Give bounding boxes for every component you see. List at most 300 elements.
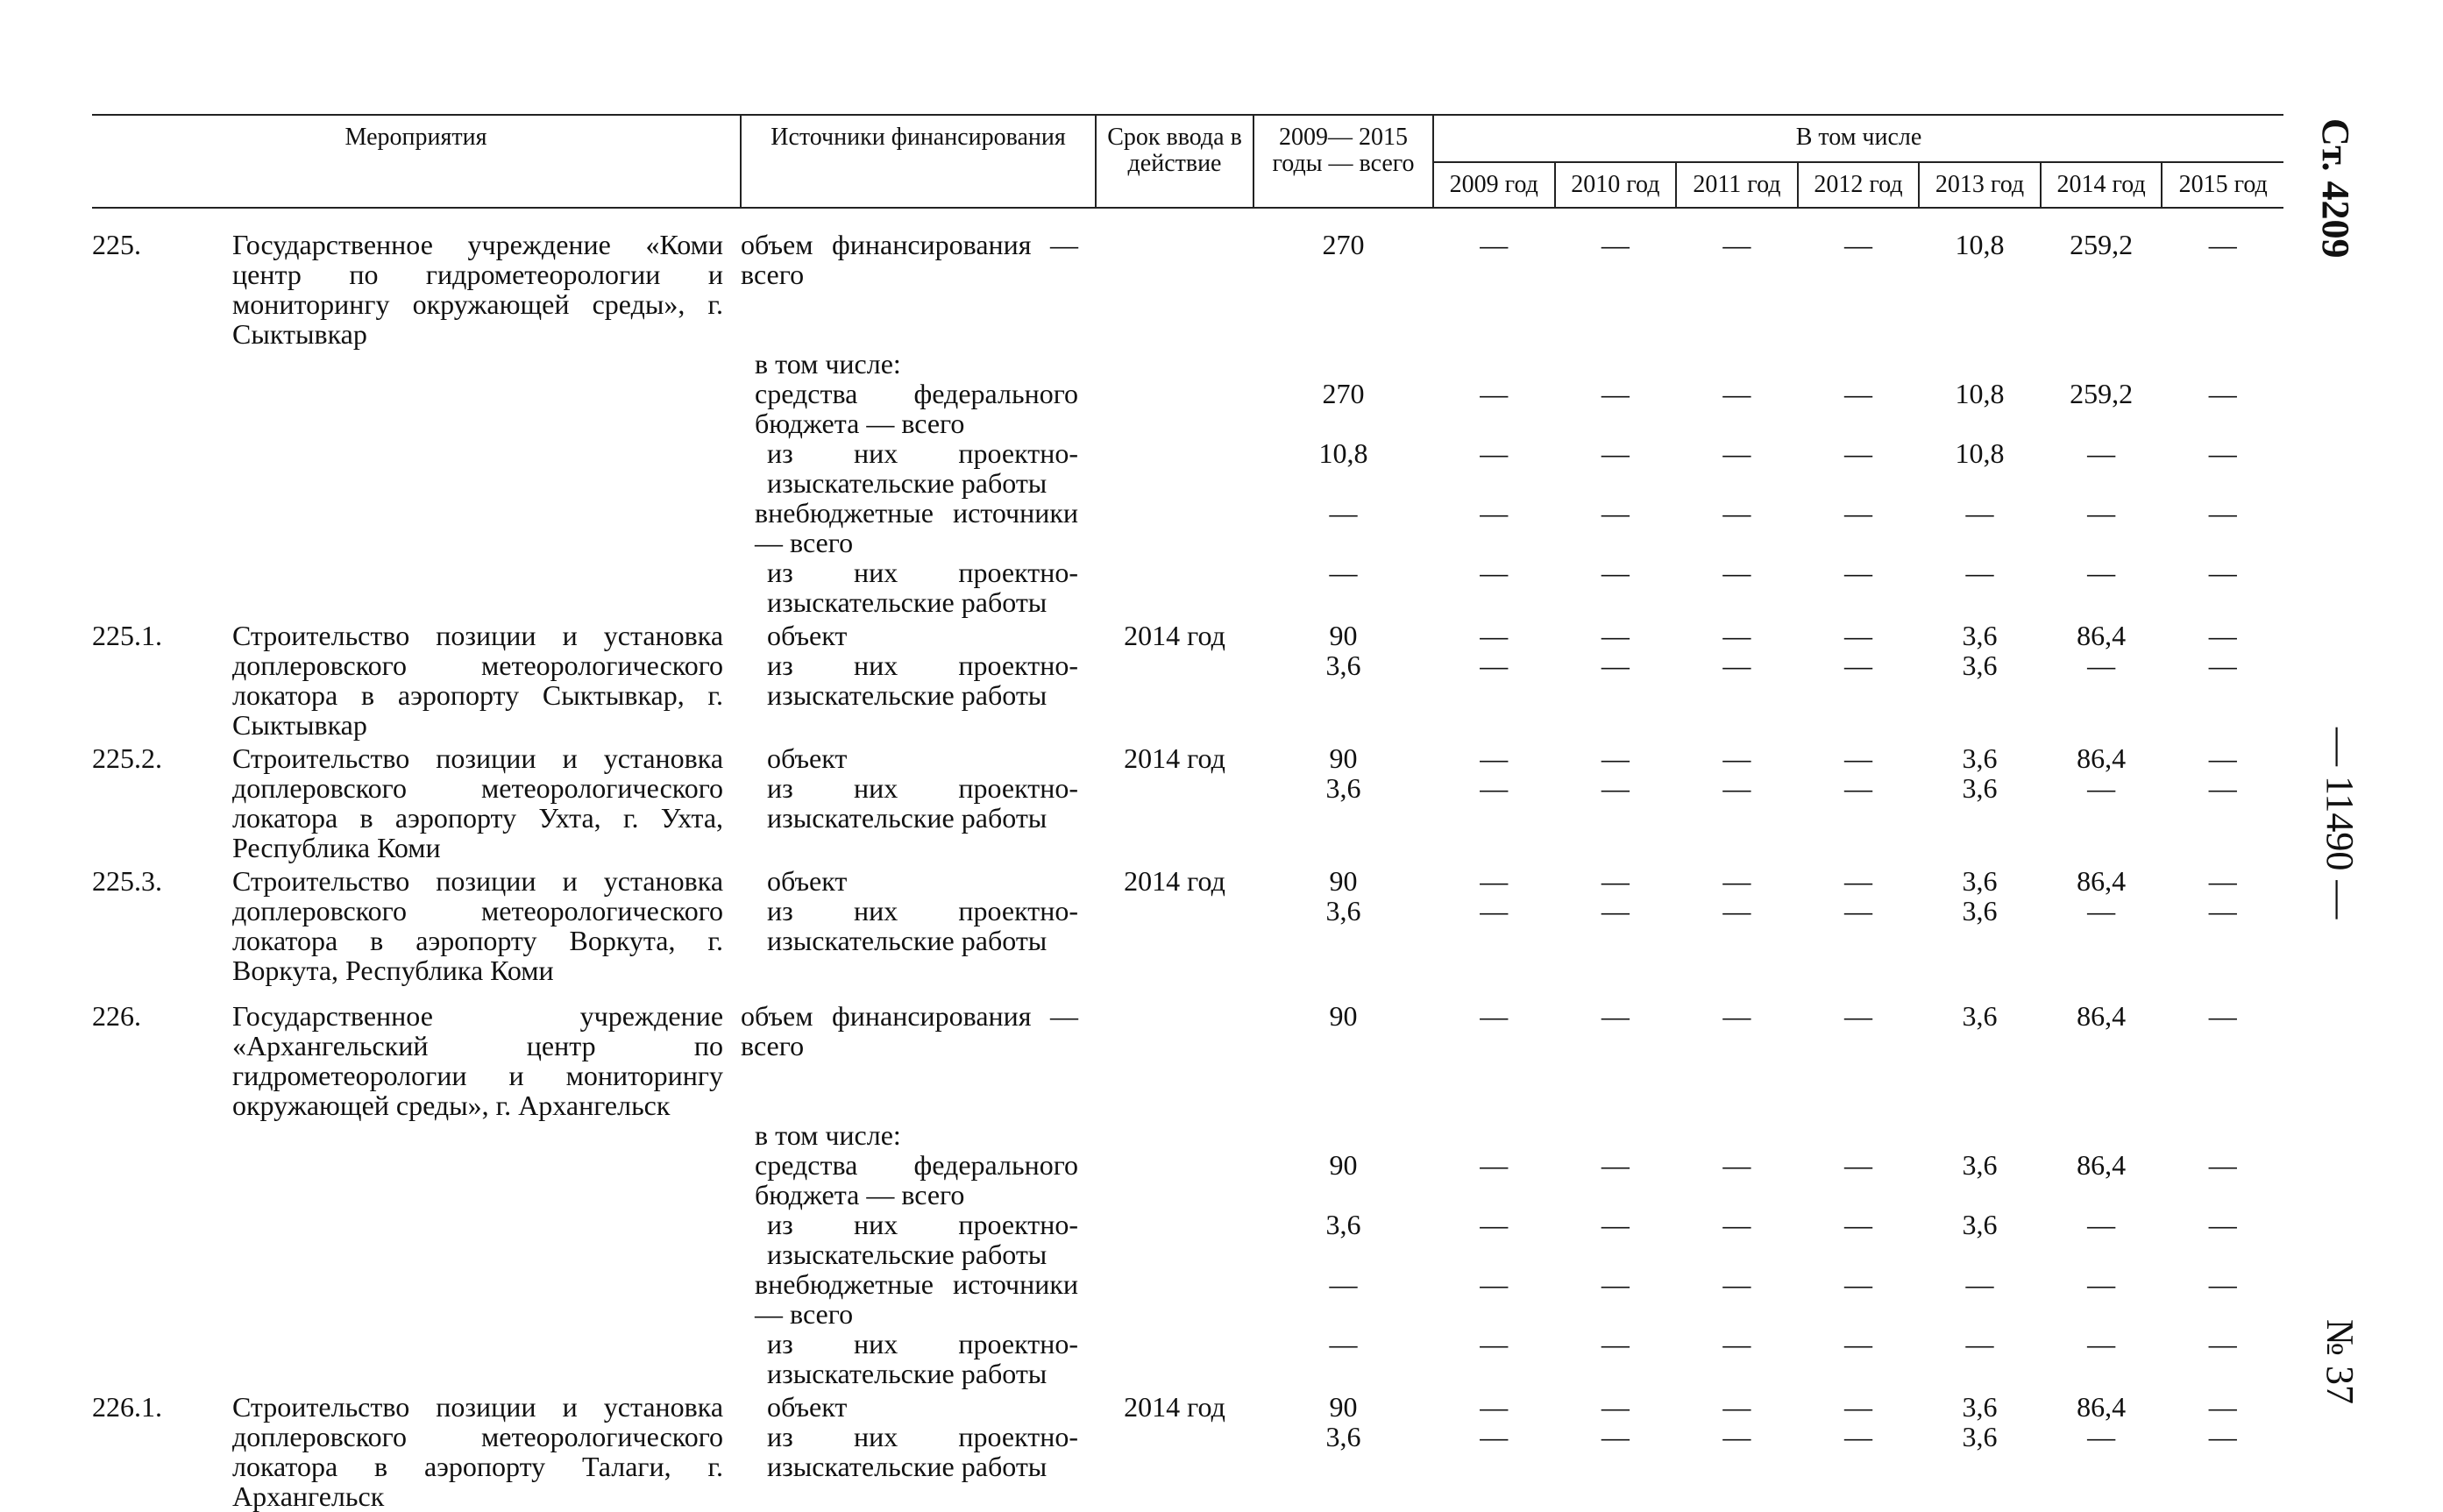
- year-value: —: [1480, 437, 1509, 469]
- year-value: —: [1480, 1328, 1509, 1359]
- year-value: —: [1965, 1268, 1994, 1300]
- year-value-sub: 3,6: [1962, 772, 1998, 804]
- year-value: —: [1722, 1000, 1751, 1032]
- year-cell: [2162, 740, 2283, 862]
- year-cell: [1798, 498, 1920, 557]
- year-value: —: [1601, 1268, 1630, 1300]
- year-value: —: [1480, 1149, 1509, 1181]
- year-value: —: [1843, 620, 1872, 651]
- commission-term: 2014 год: [1124, 620, 1225, 651]
- commission-term: 2014 год: [1124, 1391, 1225, 1423]
- term-cell: [1096, 617, 1253, 740]
- funding-source: объект: [767, 865, 848, 897]
- year-value: —: [1601, 378, 1630, 409]
- activity: [92, 230, 741, 349]
- year-cell: [1433, 1120, 1555, 1150]
- year-value: —: [1843, 1000, 1872, 1032]
- year-value: —: [1722, 1149, 1751, 1181]
- term-cell: [1096, 208, 1253, 349]
- year-cell: [2041, 1329, 2162, 1388]
- year-cell: [1919, 862, 2041, 985]
- year-cell: [1676, 862, 1798, 985]
- activity-cell: [92, 379, 741, 438]
- year-value: —: [2208, 1391, 2237, 1423]
- year-cell: [2162, 1329, 2283, 1388]
- item-number: 226.1.: [92, 1391, 162, 1423]
- funding-source: из них проектно-изыскательские работы: [767, 1209, 1079, 1270]
- funding-source: объем финансирования — всего: [741, 229, 1079, 290]
- year-cell: [2041, 1120, 2162, 1150]
- year-value: —: [1843, 1391, 1872, 1423]
- year-cell: [1676, 1210, 1798, 1269]
- year-value-sub: —: [1601, 772, 1630, 804]
- year-value: —: [1601, 1209, 1630, 1240]
- year-cell: [2041, 740, 2162, 862]
- activity-cell: [92, 1388, 741, 1511]
- year-cell: [1798, 438, 1920, 498]
- year-value: —: [1722, 1328, 1751, 1359]
- year-cell: [1676, 557, 1798, 617]
- year-cell: [1676, 379, 1798, 438]
- year-value: —: [1843, 557, 1872, 588]
- year-value: —: [1843, 1328, 1872, 1359]
- year-value-sub: —: [1722, 895, 1751, 926]
- year-cell: [1433, 1269, 1555, 1329]
- year-value: —: [1722, 1268, 1751, 1300]
- year-cell: [1555, 438, 1677, 498]
- table-row: [92, 1329, 2283, 1388]
- year-value: 86,4: [2077, 1391, 2127, 1423]
- activity-text: Государственное учреждение «Архангельский центр по гидрометеорологии и мониторингу окружающей среды», г. Архангельск: [232, 1000, 724, 1121]
- year-cell: [1798, 1210, 1920, 1269]
- year-cell: [1555, 498, 1677, 557]
- year-cell: [1555, 1150, 1677, 1210]
- total-cell: [1253, 617, 1433, 740]
- item-number: 226.: [92, 1000, 141, 1032]
- year-cell: [2041, 862, 2162, 985]
- year-cell: [1555, 1210, 1677, 1269]
- year-value-sub: —: [2208, 895, 2237, 926]
- funding-source: средства федерального бюджета — всего: [755, 1149, 1079, 1210]
- year-cell: [1798, 617, 1920, 740]
- year-cell: [1676, 1269, 1798, 1329]
- header-year: 2010 год: [1555, 162, 1677, 208]
- year-value: 86,4: [2077, 1149, 2127, 1181]
- activity: [92, 1392, 741, 1511]
- funding-source: из них проектно-изыскательские работы: [767, 437, 1079, 499]
- year-cell: [1919, 379, 2041, 438]
- year-value: 3,6: [1962, 620, 1998, 651]
- year-cell: [1798, 1388, 1920, 1511]
- total-cell: [1253, 557, 1433, 617]
- year-value: —: [1480, 557, 1509, 588]
- year-value: —: [1722, 437, 1751, 469]
- activity-cell: [92, 557, 741, 617]
- activity-text: Строительство позиции и установка доплеровского метеорологического локатора в аэропорту Сыктывкар, г. Сыктывкар: [232, 620, 724, 741]
- activity-cell: [92, 617, 741, 740]
- year-cell: [1798, 1269, 1920, 1329]
- page-number: — 11490 —: [2319, 728, 2361, 919]
- year-value: 10,8: [1955, 229, 2005, 260]
- term-cell: [1096, 379, 1253, 438]
- year-value: —: [2208, 378, 2237, 409]
- year-cell: [1919, 617, 2041, 740]
- activity: [92, 866, 741, 985]
- year-cell: [1798, 1120, 1920, 1150]
- source-cell: [741, 438, 1096, 498]
- year-cell: [2162, 862, 2283, 985]
- year-cell: [1919, 498, 2041, 557]
- year-cell: [1555, 349, 1677, 379]
- year-cell: [2041, 1210, 2162, 1269]
- year-value: —: [2208, 1000, 2237, 1032]
- activity-text: Строительство позиции и установка доплеровского метеорологического локатора в аэропорту Талаги, г. Архангельск: [232, 1391, 724, 1512]
- year-cell: [1676, 740, 1798, 862]
- table-row: [92, 1150, 2283, 1210]
- year-cell: [1433, 740, 1555, 862]
- total-cell: [1253, 1329, 1433, 1388]
- year-cell: [1919, 1329, 2041, 1388]
- year-value: —: [1601, 229, 1630, 260]
- year-cell: [2041, 617, 2162, 740]
- table-row: [92, 349, 2283, 379]
- table-row: [92, 498, 2283, 557]
- year-value: —: [1843, 1268, 1872, 1300]
- year-cell: [1676, 985, 1798, 1120]
- year-value: —: [1601, 742, 1630, 774]
- year-cell: [1433, 438, 1555, 498]
- activity-cell: [92, 208, 741, 349]
- activity-cell: [92, 349, 741, 379]
- year-cell: [2041, 379, 2162, 438]
- year-cell: [1555, 1269, 1677, 1329]
- year-cell: [1676, 438, 1798, 498]
- year-value: —: [2208, 865, 2237, 897]
- header-year: 2012 год: [1798, 162, 1920, 208]
- year-value: —: [1601, 1391, 1630, 1423]
- year-value: 259,2: [2070, 229, 2134, 260]
- funding-source: объект: [767, 620, 848, 651]
- total-cell: [1253, 349, 1433, 379]
- table-row: [92, 617, 2283, 740]
- total-value: —: [1329, 497, 1358, 529]
- activity-text: Государственное учреждение «Коми центр по гидрометеорологии и мониторингу окружающей среды», г. Сыктывкар: [232, 229, 724, 350]
- year-cell: [1798, 985, 1920, 1120]
- source-cell: [741, 208, 1096, 349]
- total-value: 3,6: [1325, 1209, 1361, 1240]
- year-cell: [1798, 557, 1920, 617]
- activity-cell: [92, 1120, 741, 1150]
- year-value-sub: —: [2208, 772, 2237, 804]
- year-value: —: [1965, 557, 1994, 588]
- total-value: 10,8: [1318, 437, 1368, 469]
- year-value: —: [2087, 1328, 2116, 1359]
- year-cell: [1798, 1329, 1920, 1388]
- term-cell: [1096, 1388, 1253, 1511]
- year-value: 259,2: [2070, 378, 2134, 409]
- year-value: 3,6: [1962, 742, 1998, 774]
- funding-source: объем финансирования — всего: [741, 1000, 1079, 1061]
- total-cell: [1253, 985, 1433, 1120]
- year-cell: [2041, 1150, 2162, 1210]
- year-cell: [1919, 438, 2041, 498]
- year-cell: [2162, 1210, 2283, 1269]
- table-row: [92, 379, 2283, 438]
- funding-source: средства федерального бюджета — всего: [755, 378, 1079, 439]
- year-value: —: [1722, 1209, 1751, 1240]
- term-cell: [1096, 862, 1253, 985]
- year-value-sub: —: [2087, 650, 2116, 681]
- year-cell: [1433, 1329, 1555, 1388]
- term-cell: [1096, 985, 1253, 1120]
- year-value: —: [1480, 497, 1509, 529]
- year-value: —: [1722, 1391, 1751, 1423]
- table-row: [92, 557, 2283, 617]
- activity: [92, 621, 741, 740]
- table-row: [92, 1210, 2283, 1269]
- term-cell: [1096, 740, 1253, 862]
- year-value: 86,4: [2077, 1000, 2127, 1032]
- funding-source: внебюджетные источники — всего: [755, 1268, 1079, 1330]
- year-cell: [2162, 557, 2283, 617]
- header-sources: Источники финансирования: [741, 115, 1096, 208]
- term-cell: [1096, 349, 1253, 379]
- year-value-sub: 3,6: [1962, 1421, 1998, 1452]
- year-cell: [2162, 617, 2283, 740]
- year-value: —: [1722, 378, 1751, 409]
- table-row: [92, 1269, 2283, 1329]
- header-year: 2011 год: [1676, 162, 1798, 208]
- header-term: Срок ввода в действие: [1096, 115, 1253, 208]
- table-row: [92, 740, 2283, 862]
- header-year: 2013 год: [1919, 162, 2041, 208]
- funding-source-sub: из них проектно-изыскательские работы: [767, 895, 1079, 956]
- year-cell: [1433, 379, 1555, 438]
- year-cell: [1676, 498, 1798, 557]
- year-cell: [1676, 617, 1798, 740]
- year-value: 3,6: [1962, 1149, 1998, 1181]
- year-cell: [1433, 557, 1555, 617]
- funding-source-sub: из них проектно-изыскательские работы: [767, 1421, 1079, 1482]
- funding-source-sub: из них проектно-изыскательские работы: [767, 650, 1079, 711]
- year-value: —: [1965, 1328, 1994, 1359]
- year-value: —: [2208, 742, 2237, 774]
- year-value: 3,6: [1962, 1000, 1998, 1032]
- source-cell: [741, 379, 1096, 438]
- year-cell: [1919, 740, 2041, 862]
- activity-cell: [92, 438, 741, 498]
- year-cell: [2041, 557, 2162, 617]
- year-cell: [1676, 1388, 1798, 1511]
- year-cell: [2041, 349, 2162, 379]
- source-cell: [741, 1329, 1096, 1388]
- year-value: —: [1480, 620, 1509, 651]
- year-value-sub: —: [1480, 895, 1509, 926]
- total-value: 90: [1329, 620, 1358, 651]
- year-cell: [1919, 1120, 2041, 1150]
- year-cell: [2162, 1120, 2283, 1150]
- item-number: 225.1.: [92, 620, 162, 651]
- year-cell: [2041, 1388, 2162, 1511]
- term-cell: [1096, 1210, 1253, 1269]
- term-cell: [1096, 1329, 1253, 1388]
- total-cell: [1253, 208, 1433, 349]
- table-header: [92, 115, 2283, 208]
- commission-term: 2014 год: [1124, 865, 1225, 897]
- year-cell: [1798, 208, 1920, 349]
- term-cell: [1096, 557, 1253, 617]
- year-cell: [2041, 208, 2162, 349]
- year-cell: [1919, 1150, 2041, 1210]
- source-cell: [741, 617, 1096, 740]
- year-value-sub: —: [1480, 1421, 1509, 1452]
- year-cell: [2041, 438, 2162, 498]
- total-cell: [1253, 1388, 1433, 1511]
- year-value-sub: —: [2087, 895, 2116, 926]
- header-total: 2009— 2015 годы — всего: [1253, 115, 1433, 208]
- activity-cell: [92, 985, 741, 1120]
- year-value: —: [2208, 229, 2237, 260]
- year-value: —: [2087, 1268, 2116, 1300]
- year-cell: [1555, 985, 1677, 1120]
- total-value-sub: 3,6: [1325, 895, 1361, 926]
- term-cell: [1096, 1120, 1253, 1150]
- total-cell: [1253, 1269, 1433, 1329]
- year-cell: [1798, 349, 1920, 379]
- item-number: 225.: [92, 229, 141, 260]
- year-value: —: [2208, 497, 2237, 529]
- year-value: —: [1480, 229, 1509, 260]
- source-cell: [741, 740, 1096, 862]
- table-body: [92, 208, 2283, 1511]
- source-cell: [741, 1210, 1096, 1269]
- total-value: 90: [1329, 1149, 1358, 1181]
- year-value: —: [2087, 437, 2116, 469]
- year-value: 10,8: [1955, 378, 2005, 409]
- year-cell: [1798, 740, 1920, 862]
- activity-cell: [92, 1210, 741, 1269]
- activity-cell: [92, 1329, 741, 1388]
- header-including: В том числе: [1433, 115, 2283, 162]
- total-value-sub: 3,6: [1325, 772, 1361, 804]
- year-value: —: [1601, 437, 1630, 469]
- year-value: —: [1601, 1149, 1630, 1181]
- table-row: [92, 208, 2283, 349]
- year-cell: [1433, 862, 1555, 985]
- year-cell: [1676, 1120, 1798, 1150]
- term-cell: [1096, 498, 1253, 557]
- year-cell: [1433, 498, 1555, 557]
- activity-cell: [92, 1150, 741, 1210]
- activity: [92, 1001, 741, 1120]
- year-cell: [2162, 438, 2283, 498]
- funding-source: в том числе:: [755, 348, 901, 380]
- year-value: 3,6: [1962, 1391, 1998, 1423]
- total-cell: [1253, 740, 1433, 862]
- statute-number: Ст. 4209: [2314, 118, 2357, 259]
- source-cell: [741, 1388, 1096, 1511]
- year-cell: [1798, 862, 1920, 985]
- item-number: 225.3.: [92, 865, 162, 897]
- funding-source: из них проектно-изыскательские работы: [767, 557, 1079, 618]
- total-cell: [1253, 1150, 1433, 1210]
- table-row: [92, 985, 2283, 1120]
- year-cell: [1555, 557, 1677, 617]
- total-value: 90: [1329, 1000, 1358, 1032]
- total-value: 270: [1322, 229, 1365, 260]
- funding-source: объект: [767, 742, 848, 774]
- year-value: —: [1843, 865, 1872, 897]
- year-value: —: [1965, 497, 1994, 529]
- year-cell: [1433, 985, 1555, 1120]
- total-value: —: [1329, 1328, 1358, 1359]
- total-value: 90: [1329, 1391, 1358, 1423]
- year-value-sub: —: [1722, 650, 1751, 681]
- year-value: —: [1480, 742, 1509, 774]
- header-activities: Мероприятия: [344, 124, 487, 151]
- year-value-sub: —: [2208, 1421, 2237, 1452]
- year-cell: [1798, 379, 1920, 438]
- year-value-sub: —: [2087, 1421, 2116, 1452]
- header-year: 2015 год: [2162, 162, 2283, 208]
- year-value: —: [1601, 557, 1630, 588]
- total-cell: [1253, 862, 1433, 985]
- year-cell: [1555, 379, 1677, 438]
- year-cell: [1919, 985, 2041, 1120]
- activity-cell: [92, 498, 741, 557]
- year-value: —: [2208, 620, 2237, 651]
- year-cell: [1919, 557, 2041, 617]
- year-cell: [2162, 1388, 2283, 1511]
- funding-source: внебюджетные источники — всего: [755, 497, 1079, 558]
- table-row: [92, 438, 2283, 498]
- year-value: —: [2208, 1268, 2237, 1300]
- total-value-sub: 3,6: [1325, 650, 1361, 681]
- year-value: —: [1843, 437, 1872, 469]
- total-value-sub: 3,6: [1325, 1421, 1361, 1452]
- year-value: —: [1480, 1391, 1509, 1423]
- year-value: —: [1480, 865, 1509, 897]
- year-value-sub: —: [1843, 650, 1872, 681]
- year-cell: [1676, 349, 1798, 379]
- total-cell: [1253, 1120, 1433, 1150]
- year-value-sub: —: [1722, 772, 1751, 804]
- header-year: 2009 год: [1433, 162, 1555, 208]
- year-cell: [2162, 1150, 2283, 1210]
- year-cell: [1798, 1150, 1920, 1210]
- year-cell: [1555, 862, 1677, 985]
- year-cell: [1676, 1329, 1798, 1388]
- year-cell: [1555, 1120, 1677, 1150]
- year-value: —: [2208, 557, 2237, 588]
- total-value: 90: [1329, 865, 1358, 897]
- year-value: —: [1843, 1149, 1872, 1181]
- year-cell: [2041, 1269, 2162, 1329]
- year-value-sub: —: [1480, 772, 1509, 804]
- total-cell: [1253, 498, 1433, 557]
- year-value: 86,4: [2077, 865, 2127, 897]
- year-cell: [2162, 498, 2283, 557]
- source-cell: [741, 349, 1096, 379]
- year-value: —: [1843, 497, 1872, 529]
- source-cell: [741, 1269, 1096, 1329]
- year-value: —: [1601, 1000, 1630, 1032]
- year-value: 86,4: [2077, 742, 2127, 774]
- total-cell: [1253, 1210, 1433, 1269]
- year-cell: [1555, 740, 1677, 862]
- year-value: —: [2208, 437, 2237, 469]
- year-value: —: [2087, 497, 2116, 529]
